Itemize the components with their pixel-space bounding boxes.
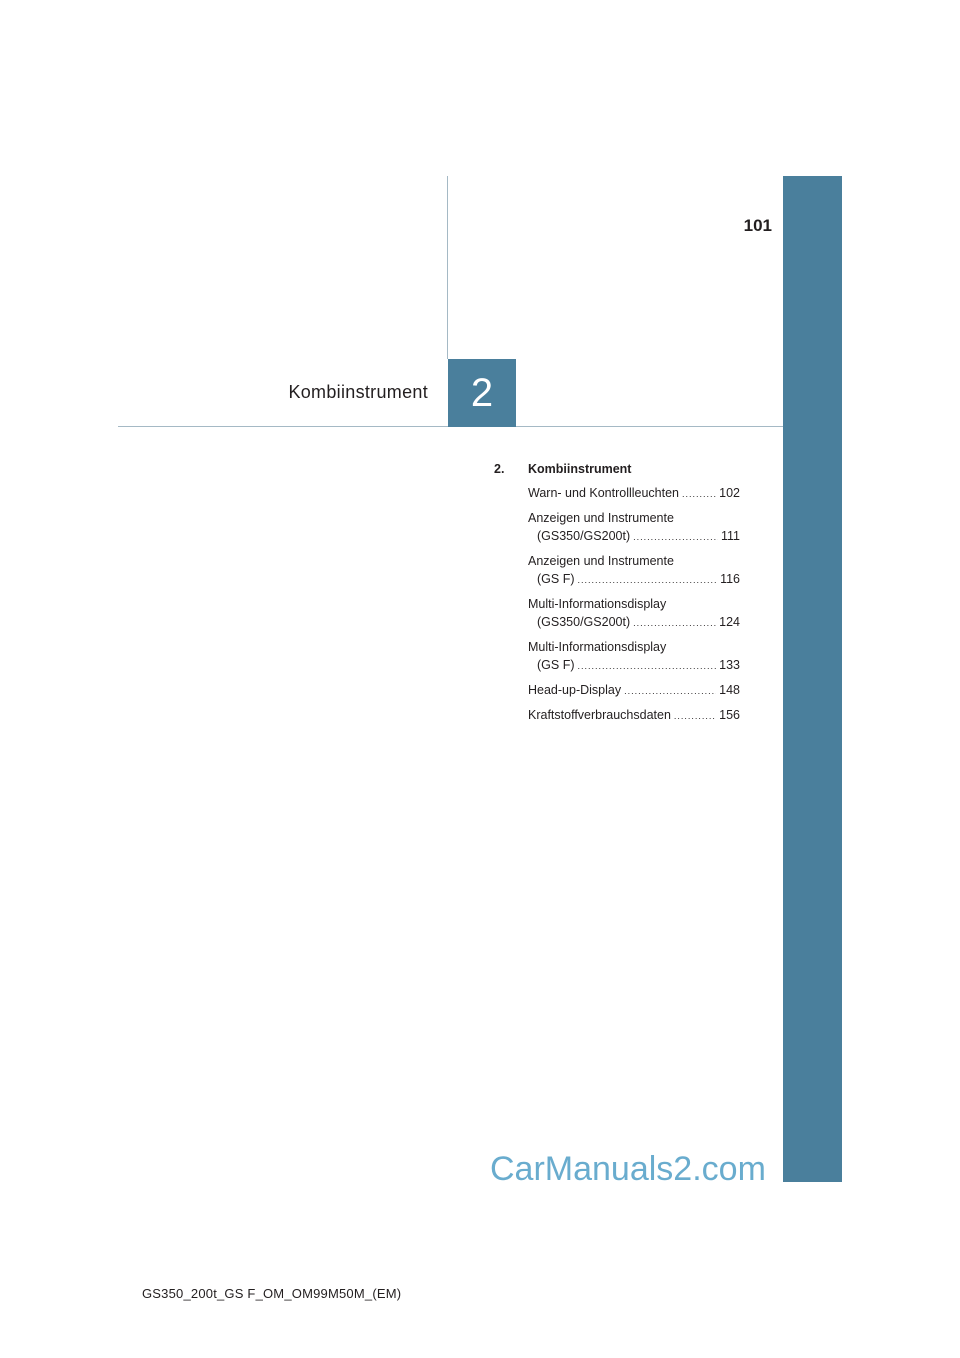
toc-entry-title: Multi-Informationsdisplay (528, 640, 667, 654)
toc-leader-dots (674, 707, 716, 725)
table-of-contents (494, 460, 740, 731)
vertical-divider (447, 176, 448, 359)
toc-entry-page: 156 (719, 708, 740, 722)
toc-entry-page: 116 (720, 572, 740, 586)
chapter-number-badge: 2 (448, 359, 516, 427)
toc-section-number: 2. (494, 462, 505, 476)
watermark: CarManuals2.com (490, 1150, 766, 1188)
document-code: GS350_200t_GS F_OM_OM99M50M_(EM) (142, 1286, 402, 1301)
toc-entry-page: 148 (719, 683, 740, 697)
toc-leader-dots (624, 682, 716, 700)
toc-leader-dots (682, 485, 716, 503)
toc-leader-dots (633, 614, 716, 632)
toc-entry-anzeigen-gs350[interactable] (528, 509, 740, 546)
toc-entry-title: Anzeigen und Instrumente (528, 511, 674, 525)
toc-leader-dots (633, 528, 718, 546)
toc-entry-title: Kraftstoffverbrauchsdaten (528, 708, 671, 722)
toc-entry-page: 133 (719, 658, 740, 672)
toc-entry-subtitle: (GS F) (537, 572, 575, 586)
toc-entry-title: Head-up-Display (528, 683, 622, 697)
toc-entry-subtitle: (GS350/GS200t) (537, 615, 631, 629)
toc-entry-kraftstoffverbrauch[interactable] (528, 706, 740, 725)
page-number: 101 (743, 216, 772, 235)
chapter-side-tab (783, 176, 842, 1182)
toc-leader-dots (578, 657, 717, 675)
chapter-title: Kombiinstrument (288, 382, 428, 402)
toc-entry-title: Multi-Informationsdisplay (528, 597, 667, 611)
toc-entry-subtitle: (GS F) (537, 658, 575, 672)
toc-entry-title: Anzeigen und Instrumente (528, 554, 674, 568)
toc-entry-page: 111 (720, 529, 740, 543)
toc-leader-dots (578, 571, 718, 589)
toc-section-title: Kombiinstrument (528, 462, 632, 476)
toc-section-heading[interactable] (494, 460, 740, 478)
toc-entry-multi-info-gs350[interactable] (528, 595, 740, 632)
toc-entry-warn-kontrollleuchten[interactable] (528, 484, 740, 503)
toc-entry-subtitle: (GS350/GS200t) (537, 529, 631, 543)
toc-entry-head-up-display[interactable] (528, 681, 740, 700)
toc-entry-page: 124 (719, 615, 740, 629)
toc-entry-multi-info-gsf[interactable] (528, 638, 740, 675)
toc-entry-anzeigen-gsf[interactable] (528, 552, 740, 589)
toc-entry-title: Warn- und Kontrollleuchten (528, 486, 680, 500)
toc-entry-page: 102 (719, 486, 740, 500)
